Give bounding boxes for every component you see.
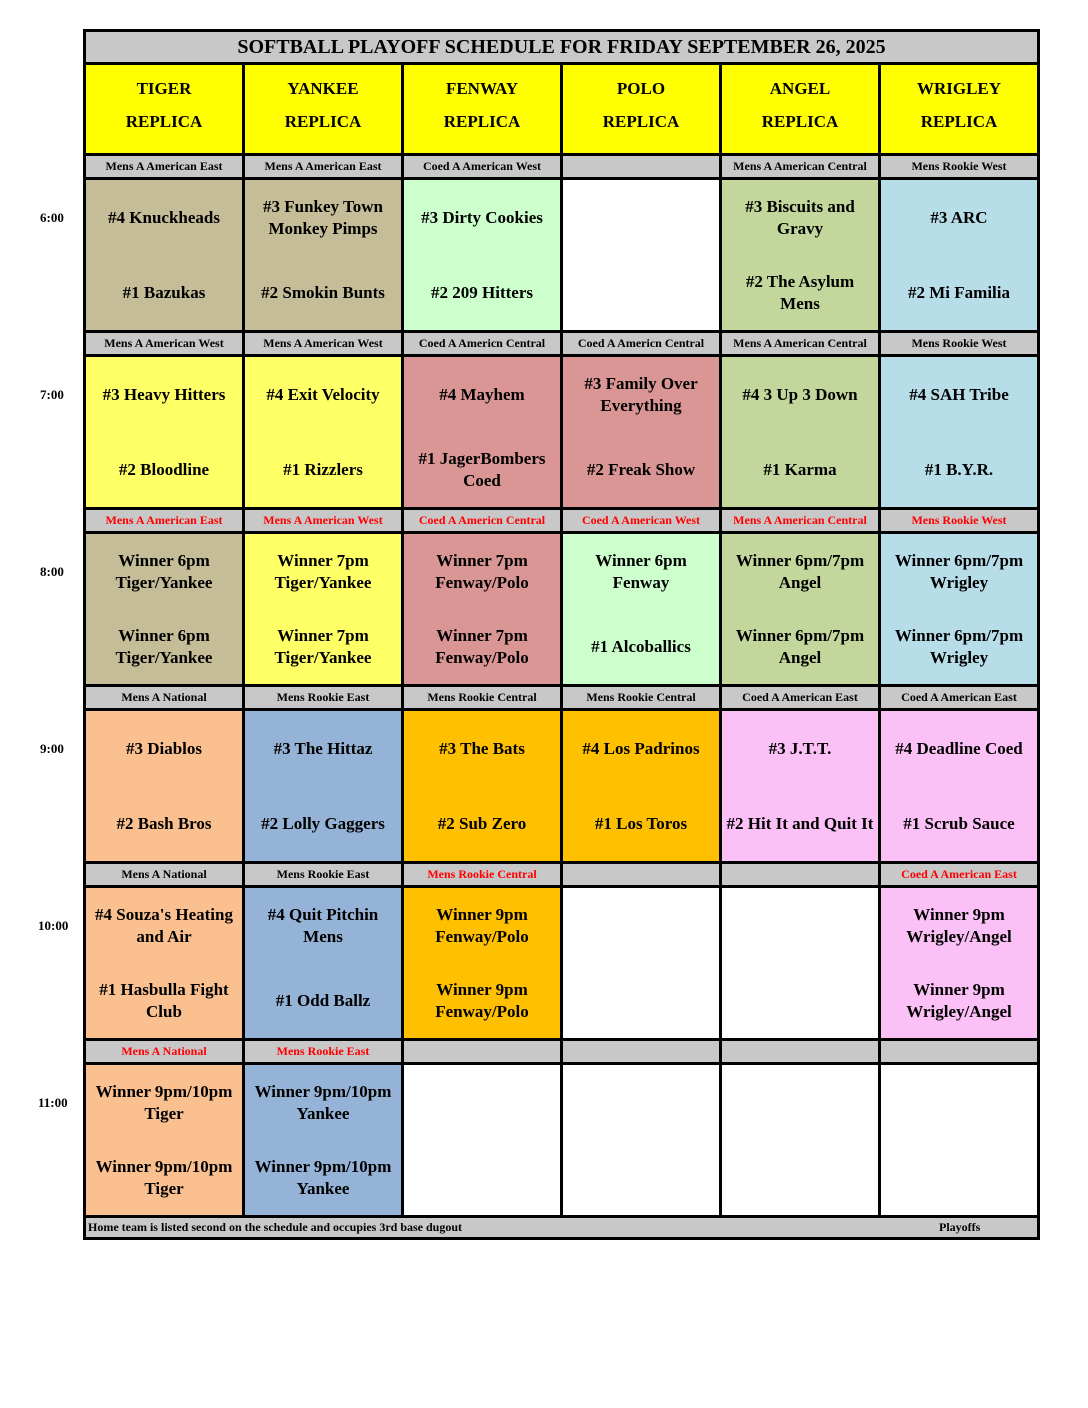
division-label [563, 1041, 722, 1062]
game-cell [881, 711, 1037, 861]
game-cell [722, 711, 881, 861]
division-label: Mens Rookie Central [404, 687, 563, 708]
home-team: Winner 6pm Tiger/Yankee [115, 626, 213, 667]
home-team: Winner 9pm Fenway/Polo [435, 980, 529, 1021]
home-team [565, 1141, 717, 1215]
game-cell [86, 534, 245, 684]
schedule-sheet [83, 29, 1040, 1240]
game-row [86, 888, 1037, 1041]
game-cell [563, 180, 722, 330]
venue-sub: REPLICA [602, 112, 680, 131]
away-team: #3 The Bats [439, 739, 525, 758]
away-team: Winner 9pm/10pm Yankee [254, 1082, 392, 1123]
home-team: Winner 7pm Fenway/Polo [435, 626, 529, 667]
division-label: Mens A American West [86, 333, 245, 354]
game-row [86, 180, 1037, 333]
division-label: Mens A National [86, 864, 245, 885]
home-team: #1 Alcoballics [591, 637, 691, 656]
game-cell [404, 888, 563, 1038]
home-team: #2 209 Hitters [431, 283, 533, 302]
game-cell [881, 180, 1037, 330]
game-cell [722, 1065, 881, 1215]
away-team [406, 1065, 558, 1141]
division-label: Mens A American Central [722, 333, 881, 354]
game-cell [245, 888, 404, 1038]
venue-header-fenway [404, 65, 563, 153]
home-team: Winner 9pm Wrigley/Angel [906, 980, 1012, 1021]
division-label-row [86, 1041, 1037, 1065]
home-team: #2 Mi Familia [908, 283, 1010, 302]
away-team: #4 Deadline Coed [895, 739, 1023, 758]
home-team: Winner 6pm/7pm Angel [735, 626, 865, 667]
division-label: Mens Rookie West [881, 333, 1037, 354]
home-team: #1 Rizzlers [283, 460, 363, 479]
game-cell [86, 888, 245, 1038]
game-cell [245, 357, 404, 507]
away-team: #4 SAH Tribe [909, 385, 1009, 404]
home-team: #1 Bazukas [122, 283, 206, 302]
division-label: Coed A American East [722, 687, 881, 708]
time-label: 8:00 [40, 564, 64, 579]
division-label [404, 1041, 563, 1062]
game-cell [563, 534, 722, 684]
game-cell [86, 357, 245, 507]
time-label: 9:00 [40, 741, 64, 756]
division-label: Coed A Americn Central [404, 333, 563, 354]
game-row [86, 534, 1037, 687]
time-slots [86, 156, 1037, 1218]
away-team: #4 Los Padrinos [582, 739, 700, 758]
division-label: Mens Rookie West [881, 156, 1037, 177]
game-cell [881, 534, 1037, 684]
game-cell [881, 357, 1037, 507]
game-cell [722, 180, 881, 330]
game-cell [404, 711, 563, 861]
home-team: Winner 9pm/10pm Yankee [254, 1157, 392, 1198]
division-label-row [86, 156, 1037, 180]
away-team: Winner 6pm Fenway [595, 551, 687, 592]
away-team [724, 1065, 876, 1141]
game-cell [563, 1065, 722, 1215]
venue-sub: REPLICA [920, 112, 998, 131]
game-cell [404, 534, 563, 684]
home-team: #2 Hit It and Quit It [726, 814, 874, 833]
game-cell [563, 357, 722, 507]
time-label: 6:00 [40, 210, 64, 225]
home-team: #1 Karma [763, 460, 837, 479]
game-cell [404, 180, 563, 330]
home-team [724, 964, 876, 1038]
venue-header-polo [563, 65, 722, 153]
away-team [565, 1065, 717, 1141]
game-cell [722, 888, 881, 1038]
home-team: #2 Smokin Bunts [261, 283, 385, 302]
venue-sub: REPLICA [443, 112, 521, 131]
home-team [724, 1141, 876, 1215]
venue-name: FENWAY [445, 79, 519, 98]
home-team: #1 Hasbulla Fight Club [99, 980, 229, 1021]
game-cell [563, 711, 722, 861]
venue-header-row [86, 65, 1037, 156]
division-label: Mens Rookie East [245, 1041, 404, 1062]
away-team: #3 ARC [930, 208, 988, 227]
footer-tag: Playoffs [939, 1220, 981, 1234]
division-label: Mens Rookie Central [563, 687, 722, 708]
division-label [722, 864, 881, 885]
game-row [86, 711, 1037, 864]
home-team: #2 Bash Bros [116, 814, 212, 833]
home-team [565, 964, 717, 1038]
game-cell [86, 711, 245, 861]
division-label: Coed A American West [404, 156, 563, 177]
division-label [722, 1041, 881, 1062]
away-team: Winner 6pm/7pm Wrigley [894, 551, 1024, 592]
time-label: 7:00 [40, 387, 64, 402]
game-cell [881, 1065, 1037, 1215]
division-label: Mens A American Central [722, 510, 881, 531]
footer-note: Home team is listed second on the schedule and occupies 3rd base dugout [88, 1220, 463, 1234]
home-team: #1 B.Y.R. [924, 460, 994, 479]
division-label: Coed A American East [881, 864, 1037, 885]
venue-header-angel [722, 65, 881, 153]
home-team: #2 Freak Show [586, 460, 696, 479]
away-team: #4 Knuckheads [108, 208, 220, 227]
home-team [565, 256, 717, 330]
game-cell [722, 534, 881, 684]
venue-name: TIGER [136, 79, 192, 98]
footer-bar [86, 1218, 1037, 1237]
away-team: Winner 9pm Wrigley/Angel [906, 905, 1012, 946]
home-team: #1 Odd Ballz [275, 991, 371, 1010]
away-team: #3 Biscuits and Gravy [745, 197, 855, 238]
venue-sub: REPLICA [284, 112, 362, 131]
division-label: Mens A National [86, 1041, 245, 1062]
venue-sub: REPLICA [125, 112, 203, 131]
division-label-row [86, 687, 1037, 711]
game-cell [86, 1065, 245, 1215]
away-team: #4 Quit Pitchin Mens [267, 905, 379, 946]
away-team [724, 888, 876, 964]
home-team: #2 Lolly Gaggers [261, 814, 385, 833]
game-cell [404, 357, 563, 507]
home-team: #1 Scrub Sauce [903, 814, 1015, 833]
away-team [883, 1065, 1035, 1141]
away-team: #3 Heavy Hitters [102, 385, 226, 404]
home-team: #2 The Asylum Mens [745, 272, 855, 313]
venue-name: ANGEL [769, 79, 831, 98]
division-label: Coed A Americn Central [563, 333, 722, 354]
division-label [563, 864, 722, 885]
game-cell [404, 1065, 563, 1215]
home-team: #1 JagerBombers Coed [418, 449, 546, 490]
division-label: Mens A American Central [722, 156, 881, 177]
division-label-row [86, 333, 1037, 357]
home-team: Winner 7pm Tiger/Yankee [274, 626, 372, 667]
away-team: #3 Diablos [125, 739, 203, 758]
division-label: Mens A American West [245, 510, 404, 531]
division-label [881, 1041, 1037, 1062]
home-team [883, 1141, 1035, 1215]
game-row [86, 1065, 1037, 1218]
division-label [563, 156, 722, 177]
division-label: Mens Rookie Central [404, 864, 563, 885]
division-label-row [86, 864, 1037, 888]
home-team: Winner 9pm/10pm Tiger [95, 1157, 233, 1198]
away-team: #4 3 Up 3 Down [742, 385, 858, 404]
away-team: Winner 9pm/10pm Tiger [95, 1082, 233, 1123]
time-label: 11:00 [38, 1095, 68, 1110]
away-team: Winner 7pm Tiger/Yankee [274, 551, 372, 592]
division-label: Coed A American East [881, 687, 1037, 708]
away-team: Winner 9pm Fenway/Polo [435, 905, 529, 946]
venue-header-wrigley [881, 65, 1037, 153]
venue-name: WRIGLEY [916, 79, 1002, 98]
away-team: #3 The Hittaz [273, 739, 373, 758]
away-team: #3 J.T.T. [768, 739, 832, 758]
division-label: Coed A American West [563, 510, 722, 531]
schedule-title: SOFTBALL PLAYOFF SCHEDULE FOR FRIDAY SEPTEMBER 26, 2025 [86, 32, 1037, 65]
away-team: #3 Dirty Cookies [421, 208, 543, 227]
division-label: Mens Rookie West [881, 510, 1037, 531]
venue-header-tiger [86, 65, 245, 153]
away-team: #3 Family Over Everything [584, 374, 698, 415]
away-team: #4 Exit Velocity [266, 385, 380, 404]
away-team: Winner 6pm/7pm Angel [735, 551, 865, 592]
away-team: #4 Mayhem [439, 385, 525, 404]
division-label: Mens A National [86, 687, 245, 708]
home-team: #2 Sub Zero [437, 814, 527, 833]
division-label: Mens A American West [245, 333, 404, 354]
game-cell [245, 711, 404, 861]
away-team: Winner 7pm Fenway/Polo [435, 551, 529, 592]
division-label: Mens Rookie East [245, 864, 404, 885]
away-team [565, 180, 717, 256]
away-team: #3 Funkey Town Monkey Pimps [263, 197, 383, 238]
game-cell [245, 180, 404, 330]
home-team: #2 Bloodline [118, 460, 210, 479]
home-team: #1 Los Toros [594, 814, 688, 833]
division-label: Mens A American East [245, 156, 404, 177]
away-team: Winner 6pm Tiger/Yankee [115, 551, 213, 592]
home-team [406, 1141, 558, 1215]
game-cell [245, 534, 404, 684]
home-team: Winner 6pm/7pm Wrigley [894, 626, 1024, 667]
venue-name: POLO [616, 79, 666, 98]
division-label: Mens Rookie East [245, 687, 404, 708]
game-cell [86, 180, 245, 330]
game-cell [563, 888, 722, 1038]
game-cell [881, 888, 1037, 1038]
division-label: Coed A Americn Central [404, 510, 563, 531]
game-cell [245, 1065, 404, 1215]
away-team [565, 888, 717, 964]
division-label: Mens A American East [86, 156, 245, 177]
venue-header-yankee [245, 65, 404, 153]
venue-sub: REPLICA [761, 112, 839, 131]
division-label: Mens A American East [86, 510, 245, 531]
away-team: #4 Souza's Heating and Air [95, 905, 233, 946]
venue-name: YANKEE [287, 79, 359, 98]
game-row [86, 357, 1037, 510]
division-label-row [86, 510, 1037, 534]
game-cell [722, 357, 881, 507]
time-label: 10:00 [38, 918, 69, 933]
